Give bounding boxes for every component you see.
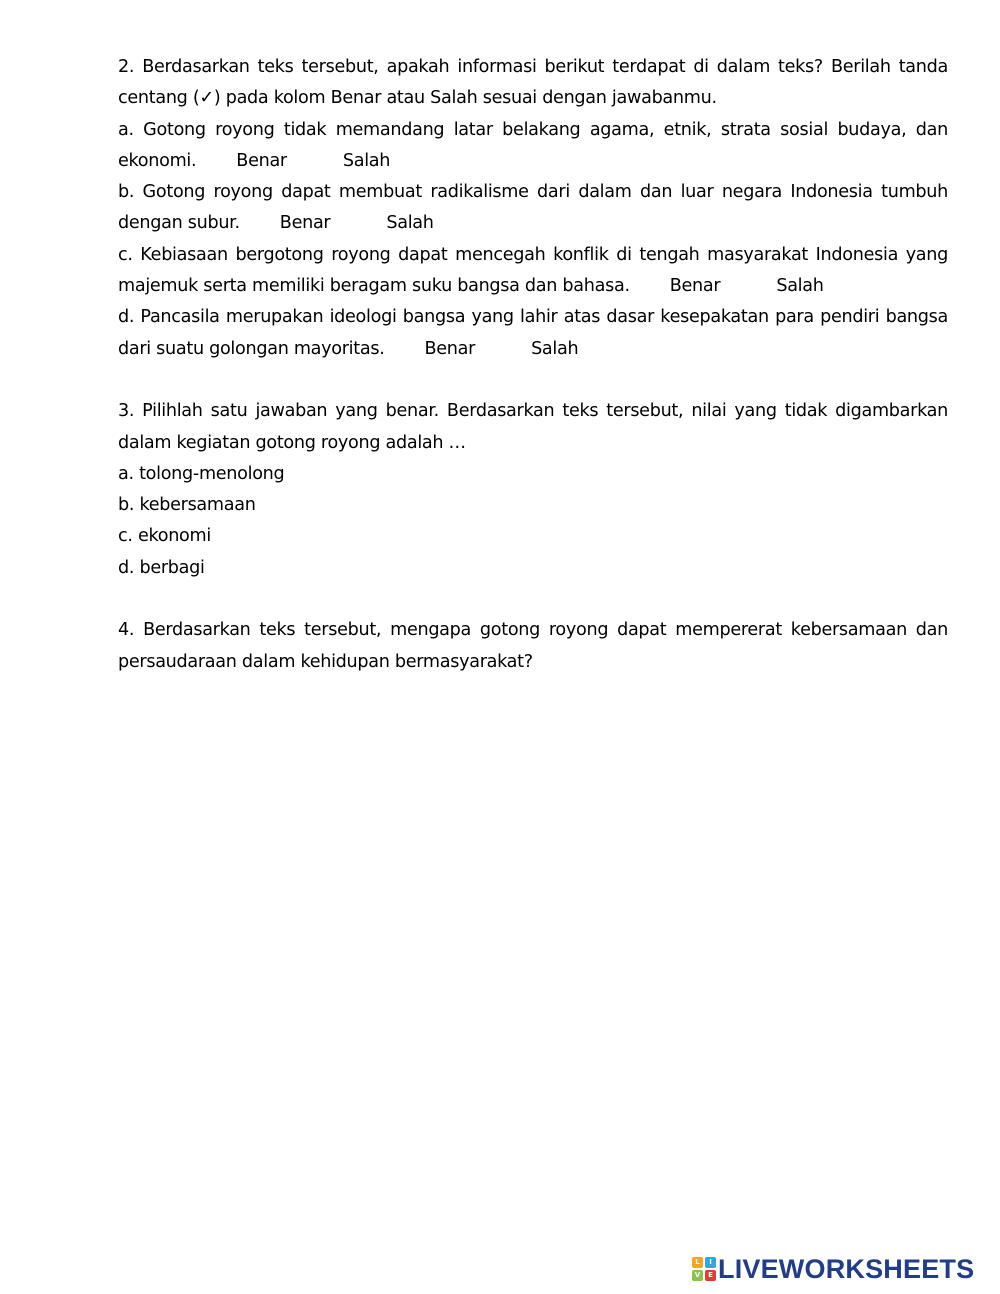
q2-item-a <box>118 115 948 178</box>
q2-item-b <box>118 177 948 240</box>
q3-option-c[interactable]: c. ekonomi <box>118 526 211 547</box>
q2-item-d-benar-option[interactable]: Benar <box>424 338 476 359</box>
q3-option-d[interactable]: d. berbagi <box>118 557 205 578</box>
worksheet-page <box>118 52 948 678</box>
q2-item-c-benar-option[interactable]: Benar <box>669 276 721 297</box>
brand-name: LIVEWORKSHEETS <box>718 1253 975 1284</box>
q3-question: 3. Pilihlah satu jawaban yang benar. Berdasarkan teks tersebut, nilai yang tidak digambarkan dalam kegiatan gotong royong adalah … <box>118 401 948 453</box>
logo-letter-e: E <box>705 1270 716 1281</box>
q2-item-a-text: a. Gotong royong tidak memandang latar belakang agama, etnik, strata sosial budaya, dan ekonomi. <box>118 119 948 171</box>
logo-grid-icon <box>692 1257 716 1281</box>
q2-item-d-salah-option[interactable]: Salah <box>531 338 579 359</box>
q2-item-b-text: b. Gotong royong dapat membuat radikalisme dari dalam dan luar negara Indonesia tumbuh dengan subur. <box>118 182 948 234</box>
q4-question: 4. Berdasarkan teks tersebut, mengapa gotong royong dapat mempererat kebersamaan dan persaudaraan dalam kehidupan bermasyarakat? <box>118 620 948 672</box>
q2-item-d-text: d. Pancasila merupakan ideologi bangsa yang lahir atas dasar kesepakatan para pendiri bangsa dari suatu golongan mayoritas. <box>118 307 948 359</box>
q2-item-b-benar-option[interactable]: Benar <box>279 213 331 234</box>
logo-letter-v: V <box>692 1270 703 1281</box>
q2-item-c-text: c. Kebiasaan bergotong royong dapat mencegah konflik di tengah masyarakat Indonesia yang majemuk serta memiliki beragam suku bangsa dan bahasa. <box>118 244 948 297</box>
q3-option-a[interactable]: a. tolong-menolong <box>118 463 285 484</box>
q2-item-c-salah-option[interactable]: Salah <box>776 276 824 297</box>
spacer <box>118 584 948 615</box>
logo-letter-i: I <box>705 1257 716 1268</box>
q3-option-b[interactable]: b. kebersamaan <box>118 495 256 516</box>
q2-intro: 2. Berdasarkan teks tersebut, apakah informasi berikut terdapat di dalam teks? Berilah tanda centang (✓) pada kolom Benar atau Salah sesuai dengan jawabanmu. <box>118 57 948 109</box>
q2-item-a-salah-option[interactable]: Salah <box>342 150 391 171</box>
q2-item-a-benar-option[interactable]: Benar <box>236 150 287 171</box>
q2-item-c <box>118 240 948 303</box>
logo-letter-l: L <box>692 1257 703 1268</box>
q2-item-d <box>118 302 948 365</box>
q2-item-b-salah-option[interactable]: Salah <box>386 213 434 234</box>
liveworksheets-logo <box>692 1254 974 1284</box>
spacer <box>118 365 948 396</box>
